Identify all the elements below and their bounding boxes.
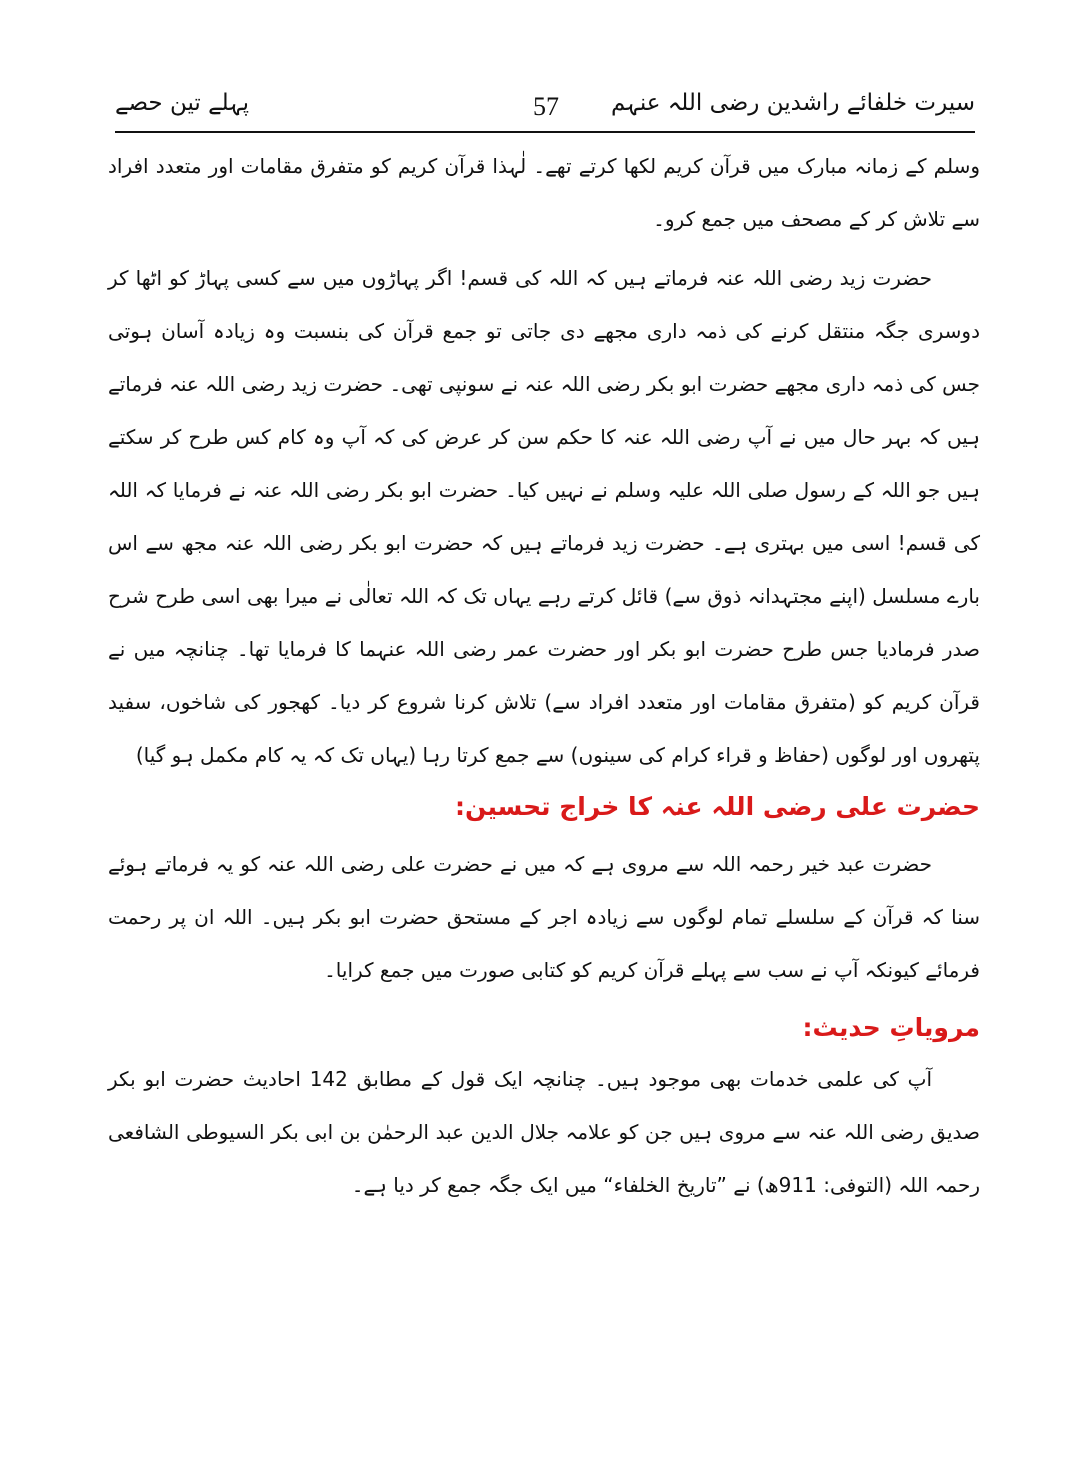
page-header xyxy=(115,88,975,132)
header-divider xyxy=(115,131,975,133)
paragraph-1: وسلم کے زمانہ مبارک میں قرآن کریم لکھا کرتے تھے۔ لٰہذا قرآن کریم کو متفرق مقامات اور متعدد افراد سے تلاش کر کے مصحف میں جمع کرو۔ xyxy=(108,154,980,231)
book-title: سیرت خلفائے راشدین رضی اللہ عنہم xyxy=(611,90,975,116)
section-heading-hadith-narrations: مرویاتِ حدیث: xyxy=(802,1013,980,1042)
part-label: پہلے تین حصے xyxy=(115,90,250,116)
paragraph-2: حضرت زید رضی اللہ عنہ فرماتے ہیں کہ اللہ کی قسم! اگر پہاڑوں میں سے کسی پہاڑ کو اٹھا کر دوسری جگہ منتقل کرنے کی ذمہ داری مجھے دی جاتی تو جمع قرآن کی بنسبت وہ زیادہ آسان ہوتی جس کی ذمہ داری مجھے حضرت ابو بکر رضی اللہ عنہ نے سونپی تھی۔ حضرت زید رضی اللہ عنہ فرماتے ہیں کہ بہر حال میں نے آپ رضی اللہ عنہ کا حکم سن کر عرض کی کہ آپ وہ کام کس طرح کر سکتے ہیں جو اللہ کے رسول صلی اللہ علیہ وسلم نے نہیں کیا۔ حضرت ابو بکر رضی اللہ عنہ نے فرمایا کہ اللہ کی قسم! اسی میں بہتری ہے۔ حضرت زید فرماتے ہیں کہ حضرت ابو بکر رضی اللہ عنہ مجھ سے اس بارے مسلسل (اپنے مجتہدانہ ذوق سے) قائل کرتے رہے یہاں تک کہ اللہ تعالٰی نے میرا بھی اسی طرح شرح صدر فرمادیا جس طرح حضرت ابو بکر اور حضرت عمر رضی اللہ عنہما کا فرمایا تھا۔ چنانچہ میں نے قرآن کریم کو (متفرق مقامات اور متعدد افراد سے) تلاش کرنا شروع کر دیا۔ کھجور کی شاخوں، سفید پتھروں اور لوگوں (حفاظ و قراء کرام کی سینوں) سے جمع کرتا رہا (یہاں تک کہ یہ کام مکمل ہو گیا) xyxy=(108,266,980,767)
paragraph-4: آپ کی علمی خدمات بھی موجود ہیں۔ چنانچہ ایک قول کے مطابق 142 احادیث حضرت ابو بکر صدیق رضی اللہ عنہ سے مروی ہیں جن کو علامہ جلال الدین عبد الرحمٰن بن ابی بکر السیوطی الشافعی رحمہ اللہ (التوفی: 911ھ) نے ”تاریخ الخلفاء“ میں ایک جگہ جمع کر دیا ہے۔ xyxy=(108,1067,980,1197)
section-heading-ali-tribute: حضرت علی رضی اللہ عنہ کا خراج تحسین: xyxy=(454,792,980,821)
page-body xyxy=(108,140,980,1212)
paragraph-3: حضرت عبد خیر رحمہ اللہ سے مروی ہے کہ میں نے حضرت علی رضی اللہ عنہ کو یہ فرماتے ہوئے سنا کہ قرآن کے سلسلے تمام لوگوں سے زیادہ اجر کے مستحق حضرت ابو بکر ہیں۔ اللہ ان پر رحمت فرمائے کیونکہ آپ نے سب سے پہلے قرآن کریم کو کتابی صورت میں جمع کرایا۔ xyxy=(108,852,980,982)
page-number: 57 xyxy=(533,92,559,121)
